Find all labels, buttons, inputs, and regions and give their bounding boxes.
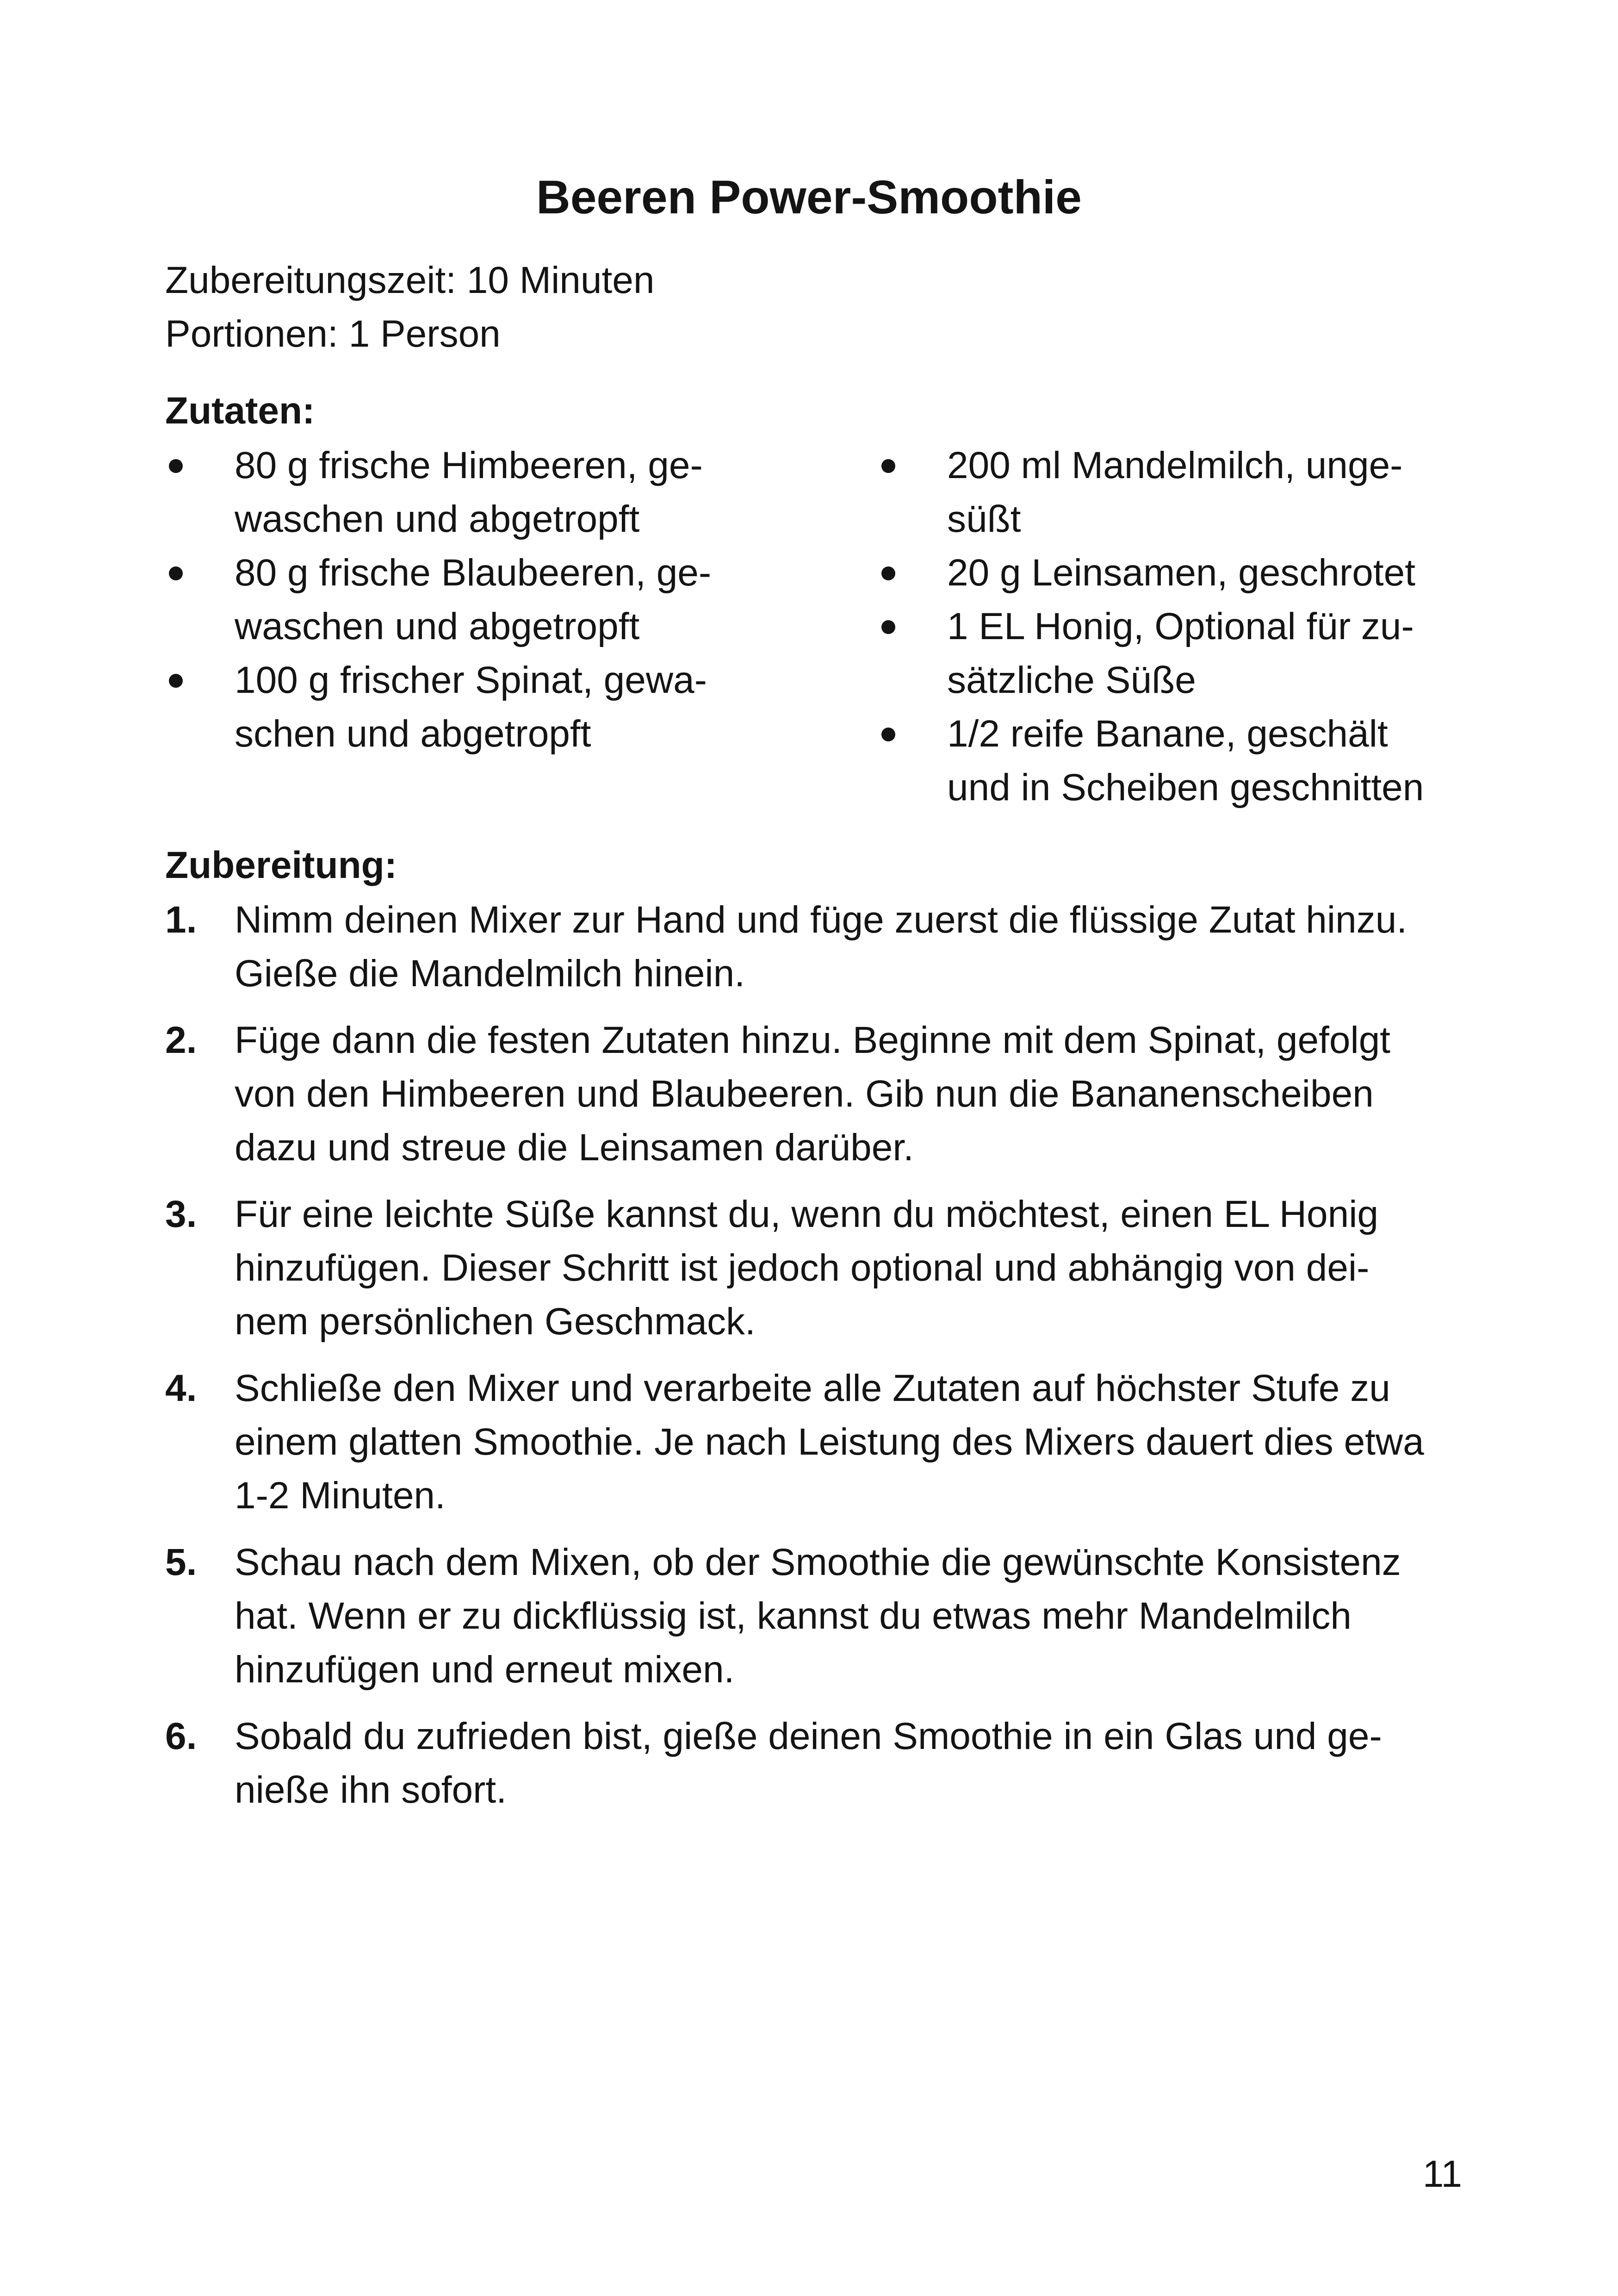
prep-time: Zubereitungszeit: 10 Minuten	[165, 259, 655, 301]
step-number: 3.	[165, 1193, 197, 1235]
ingredient-text: 200 ml Mandelmilch, unge- süßt	[947, 444, 1403, 540]
recipe-title: Beeren Power-Smoothie	[536, 171, 1082, 224]
step-item	[165, 1536, 1461, 1697]
ingredient-item	[878, 439, 1479, 546]
ingredient-text: 100 g frischer Spinat, gewa- schen und abgetropft	[235, 659, 707, 755]
bullet-icon	[881, 728, 895, 741]
step-text: Sobald du zufrieden bist, gieße deinen Smoothie in ein Glas und ge- nieße ihn sofort.	[235, 1715, 1382, 1811]
step-text: Schließe den Mixer und verarbeite alle Zutaten auf höchster Stufe zu einem glatten Smoothie. Je nach Leistung des Mixers dauert dies etwa 1-2 Minuten.	[235, 1367, 1424, 1517]
step-item	[165, 893, 1461, 1001]
ingredient-item	[878, 546, 1479, 600]
step-text: Schau nach dem Mixen, ob der Smoothie die gewünschte Konsistenz hat. Wenn er zu dickflüssig ist, kannst du etwas mehr Mandelmilch hinzufügen und erneut mixen.	[235, 1541, 1401, 1691]
ingredients-list-left	[165, 439, 767, 761]
step-number: 1.	[165, 899, 197, 941]
portions: Portionen: 1 Person	[165, 313, 501, 355]
ingredient-text: 20 g Leinsamen, geschrotet	[947, 552, 1415, 594]
ingredient-text: 80 g frische Blaubeeren, ge- waschen und abgetropft	[235, 552, 712, 647]
step-number: 4.	[165, 1367, 197, 1409]
ingredient-item	[878, 600, 1479, 707]
step-number: 6.	[165, 1715, 197, 1757]
ingredient-text: 80 g frische Himbeeren, ge- waschen und abgetropft	[235, 444, 703, 540]
page-number: 11	[1422, 2153, 1462, 2195]
ingredient-item	[165, 546, 767, 653]
ingredient-item	[165, 653, 767, 761]
step-number: 5.	[165, 1541, 197, 1583]
step-text: Für eine leichte Süße kannst du, wenn du möchtest, einen EL Honig hinzufügen. Dieser Schritt ist jedoch optional und abhängig von dei- nem persönlichen Geschmack.	[235, 1193, 1379, 1343]
bullet-icon	[169, 566, 183, 580]
ingredient-item	[878, 707, 1479, 815]
ingredient-text: 1 EL Honig, Optional für zu- sätzliche Süße	[947, 605, 1414, 701]
bullet-icon	[881, 459, 895, 473]
step-item	[165, 1188, 1461, 1349]
bullet-icon	[881, 566, 895, 580]
step-item	[165, 1014, 1461, 1175]
preparation-heading: Zubereitung:	[165, 844, 397, 886]
step-text: Nimm deinen Mixer zur Hand und füge zuerst die flüssige Zutat hinzu. Gieße die Mandelmilch hinein.	[235, 899, 1407, 995]
bullet-icon	[169, 459, 183, 473]
step-number: 2.	[165, 1019, 197, 1061]
bullet-icon	[169, 674, 183, 688]
step-text: Füge dann die festen Zutaten hinzu. Beginne mit dem Spinat, gefolgt von den Himbeeren und Blaubeeren. Gib nun die Bananenscheiben dazu und streue die Leinsamen darüber.	[235, 1019, 1391, 1169]
preparation-steps	[165, 893, 1461, 1830]
step-item	[165, 1362, 1461, 1523]
ingredients-list-right	[878, 439, 1479, 815]
step-item	[165, 1710, 1461, 1817]
ingredient-text: 1/2 reife Banane, geschält und in Scheiben geschnitten	[947, 713, 1424, 809]
ingredients-heading: Zutaten:	[165, 390, 315, 432]
bullet-icon	[881, 620, 895, 634]
ingredient-item	[165, 439, 767, 546]
